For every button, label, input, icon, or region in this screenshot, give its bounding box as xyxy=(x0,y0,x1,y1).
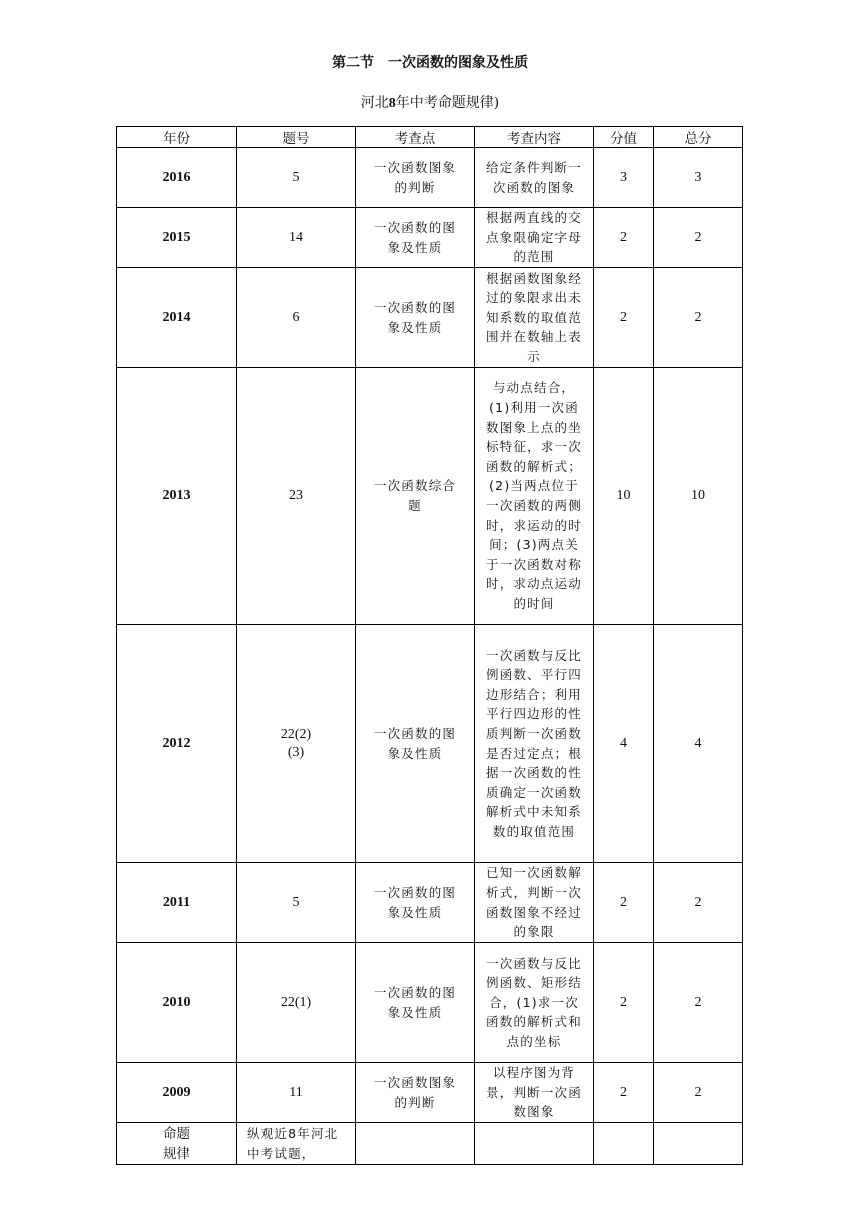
exam-content-cell xyxy=(475,368,594,625)
rule-text: 纵观近8年河北中考试题， xyxy=(247,1126,339,1161)
question-number-cell: 23 xyxy=(237,368,356,625)
exam-point-text: 一次函数的图象及性质 xyxy=(373,884,457,920)
subtitle xyxy=(0,92,860,112)
table-header-row xyxy=(117,127,743,148)
rule-label-cell xyxy=(117,1123,237,1165)
exam-point-text: 一次函数图象的判断 xyxy=(373,159,457,195)
rule-text-cell xyxy=(237,1123,356,1165)
exam-content-cell xyxy=(475,943,594,1063)
year-cell: 2013 xyxy=(117,368,237,625)
exam-table xyxy=(116,126,743,1165)
total-cell: 10 xyxy=(654,368,743,625)
header-total: 总分 xyxy=(654,127,743,148)
exam-point-text: 一次函数的图象及性质 xyxy=(373,299,457,335)
header-year: 年份 xyxy=(117,127,237,148)
exam-point-cell xyxy=(356,268,475,368)
table-row xyxy=(117,268,743,368)
score-cell: 2 xyxy=(594,208,654,268)
exam-content-text: 给定条件判断一次函数的图象 xyxy=(486,159,582,195)
question-number-cell: 11 xyxy=(237,1063,356,1123)
exam-point-cell xyxy=(356,148,475,208)
subtitle-prefix: 河北 xyxy=(360,95,389,111)
score-cell: 2 xyxy=(594,268,654,368)
table-row xyxy=(117,208,743,268)
table-row xyxy=(117,1063,743,1123)
year-cell: 2012 xyxy=(117,625,237,863)
year-cell: 2009 xyxy=(117,1063,237,1123)
score-cell: 2 xyxy=(594,1063,654,1123)
header-score: 分值 xyxy=(594,127,654,148)
exam-point-text: 一次函数的图象及性质 xyxy=(373,984,457,1020)
exam-content-text: 已知一次函数解析式，判断一次函数图象不经过的象限 xyxy=(486,865,582,940)
total-cell: 3 xyxy=(654,148,743,208)
year-cell: 2014 xyxy=(117,268,237,368)
table-row xyxy=(117,625,743,863)
table-row xyxy=(117,368,743,625)
exam-content-cell xyxy=(475,208,594,268)
rule-row xyxy=(117,1123,743,1165)
exam-point-cell xyxy=(356,863,475,943)
empty-cell xyxy=(475,1123,594,1165)
exam-content-text: 根据两直线的交点象限确定字母的范围 xyxy=(486,210,582,265)
total-cell: 4 xyxy=(654,625,743,863)
year-cell: 2016 xyxy=(117,148,237,208)
question-number-cell xyxy=(237,625,356,863)
exam-content-text: 一次函数与反比例函数、平行四边形结合；利用平行四边形的性质判断一次函数是否过定点；根据一次函数的性质确定一次函数解析式中未知系数的取值范围 xyxy=(486,647,582,839)
table-row xyxy=(117,943,743,1063)
exam-point-cell xyxy=(356,208,475,268)
question-number-cell: 14 xyxy=(237,208,356,268)
exam-point-cell xyxy=(356,625,475,863)
subtitle-number: 8 xyxy=(388,96,396,111)
question-number-cell: 22(1) xyxy=(237,943,356,1063)
table-row xyxy=(117,148,743,208)
exam-point-text: 一次函数综合题 xyxy=(373,478,457,513)
score-cell: 2 xyxy=(594,943,654,1063)
year-cell: 2010 xyxy=(117,943,237,1063)
exam-point-cell xyxy=(356,368,475,625)
question-number-cell: 5 xyxy=(237,148,356,208)
exam-point-text: 一次函数的图象及性质 xyxy=(373,725,457,761)
exam-content-cell xyxy=(475,1063,594,1123)
empty-cell xyxy=(654,1123,743,1165)
subtitle-suffix: 年中考命题规律) xyxy=(395,95,500,111)
question-number-text: 22(2)(3) xyxy=(280,726,312,760)
exam-point-cell xyxy=(356,1063,475,1123)
score-cell: 3 xyxy=(594,148,654,208)
score-cell: 10 xyxy=(594,368,654,625)
exam-content-text: 以程序图为背景，判断一次函数图象 xyxy=(486,1065,582,1120)
exam-point-text: 一次函数图象的判断 xyxy=(373,1074,457,1110)
total-cell: 2 xyxy=(654,268,743,368)
question-number-cell: 6 xyxy=(237,268,356,368)
rule-label: 命题规律 xyxy=(163,1125,190,1162)
exam-content-cell xyxy=(475,863,594,943)
total-cell: 2 xyxy=(654,863,743,943)
header-point: 考查点 xyxy=(356,127,475,148)
page-title: 第二节 一次函数的图象及性质 xyxy=(332,55,528,71)
header-content: 考查内容 xyxy=(475,127,594,148)
exam-point-cell xyxy=(356,943,475,1063)
total-cell: 2 xyxy=(654,1063,743,1123)
empty-cell xyxy=(356,1123,475,1165)
exam-point-text: 一次函数的图象及性质 xyxy=(373,219,457,255)
question-number-cell: 5 xyxy=(237,863,356,943)
exam-content-text: 根据函数图象经过的象限求出未知系数的取值范围并在数轴上表示 xyxy=(486,270,582,364)
year-cell: 2011 xyxy=(117,863,237,943)
table-row xyxy=(117,863,743,943)
total-cell: 2 xyxy=(654,943,743,1063)
score-cell: 2 xyxy=(594,863,654,943)
exam-content-cell xyxy=(475,625,594,863)
total-cell: 2 xyxy=(654,208,743,268)
exam-content-text: 一次函数与反比例函数、矩形结合，(1)求一次函数的解析式和点的坐标 xyxy=(486,955,582,1049)
year-cell: 2015 xyxy=(117,208,237,268)
exam-content-cell xyxy=(475,148,594,208)
header-number: 题号 xyxy=(237,127,356,148)
empty-cell xyxy=(594,1123,654,1165)
exam-content-cell xyxy=(475,268,594,368)
exam-content-text: 与动点结合，(1)利用一次函数图象上点的坐标特征，求一次函数的解析式；(2)当两点位于一次函数的两侧时，求运动的时间；(3)两点关于一次函数对称时，求动点运动的时间 xyxy=(486,380,582,611)
score-cell: 4 xyxy=(594,625,654,863)
